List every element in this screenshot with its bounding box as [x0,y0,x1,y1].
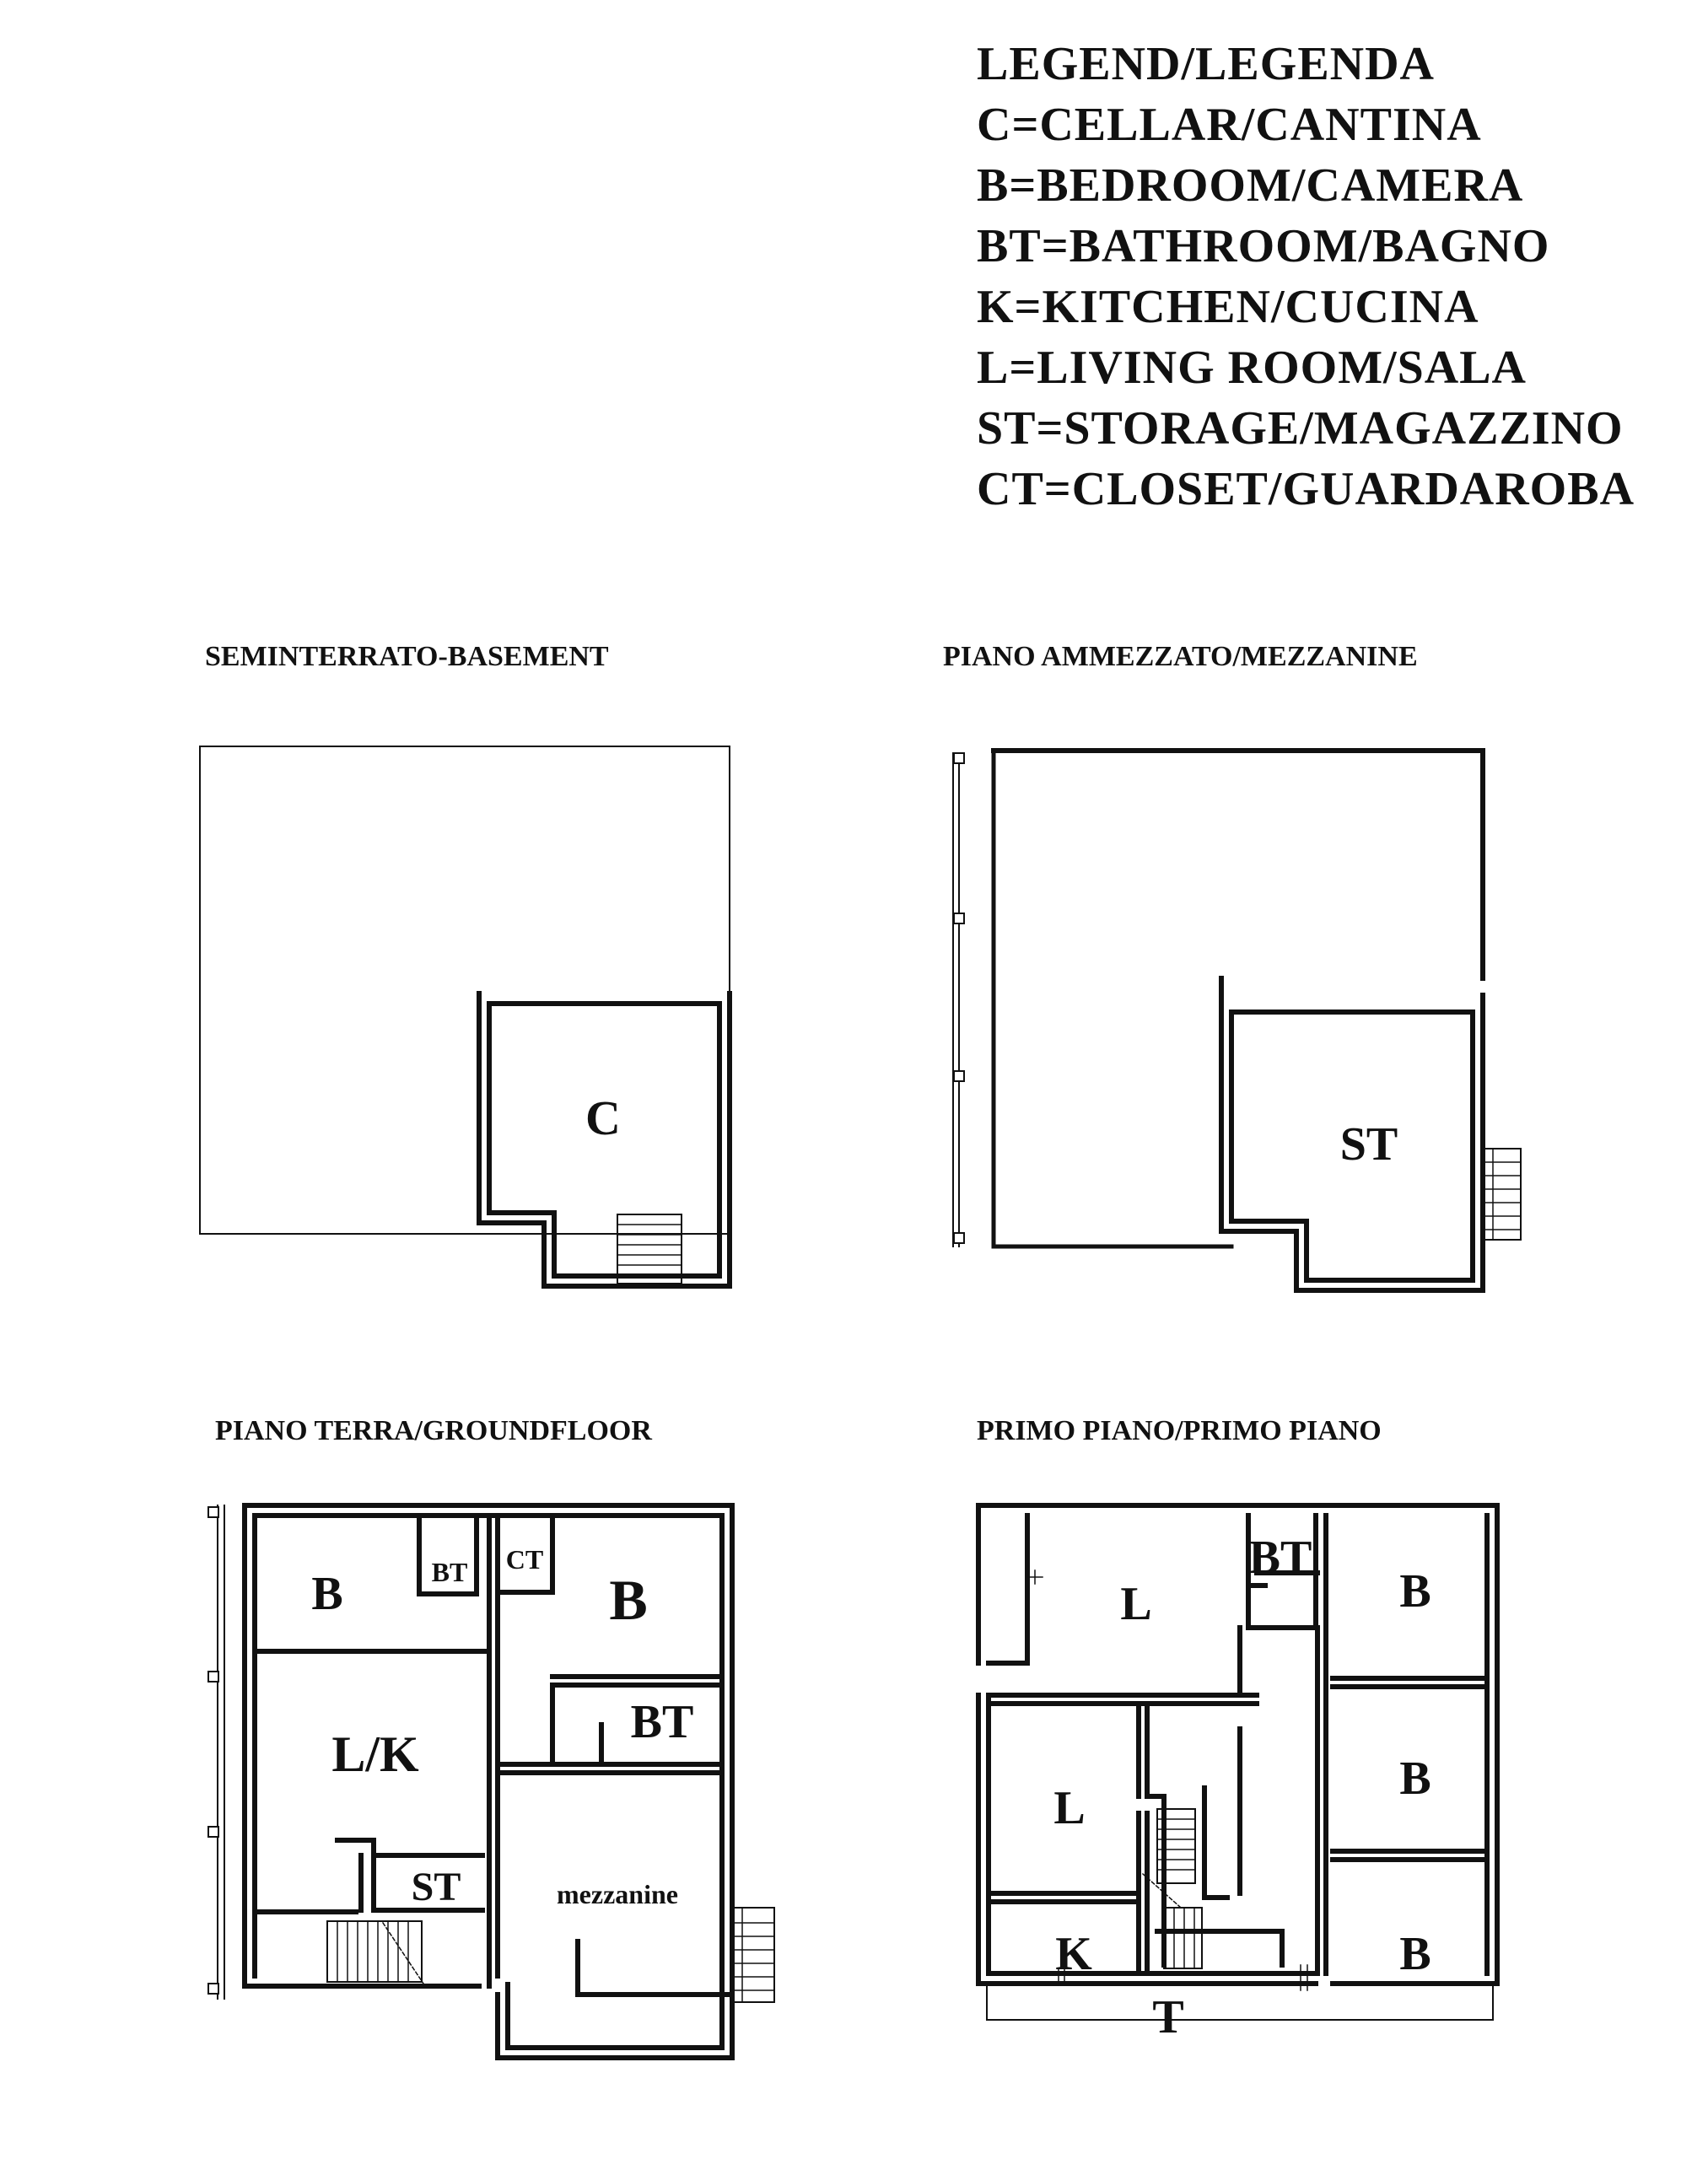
legend-item-bathroom: BT=BATHROOM/BAGNO [977,220,1550,272]
legend-item-storage: ST=STORAGE/MAGAZZINO [977,402,1624,455]
first-room-bedroom-1: B [1399,1565,1431,1618]
first-room-kitchen: K [1055,1928,1092,1980]
groundfloor-plan [208,1505,774,2058]
legend-item-kitchen: K=KITCHEN/CUCINA [977,281,1479,333]
first-room-living-top: L [1120,1578,1152,1630]
first-room-living-mid: L [1053,1782,1086,1834]
groundfloor-title: PIANO TERRA/GROUNDFLOOR [215,1415,652,1446]
basement-room-cellar: C [585,1090,621,1145]
ground-room-bedroom-right: B [609,1568,648,1632]
basement-title: SEMINTERRATO-BASEMENT [205,641,609,672]
first-room-bath: BT [1248,1532,1312,1584]
mezzanine-room-storage: ST [1339,1118,1398,1171]
ground-room-storage: ST [411,1865,461,1909]
ground-room-bath-right: BT [630,1696,694,1748]
ground-room-bath-small: BT [431,1557,468,1587]
legend-item-closet: CT=CLOSET/GUARDAROBA [977,463,1635,515]
first-room-bedroom-2: B [1399,1753,1431,1805]
ground-room-mezzanine: mezzanine [557,1879,678,1909]
legend-item-cellar: C=CELLAR/CANTINA [977,99,1482,151]
first-room-bedroom-3: B [1399,1928,1431,1980]
ground-room-closet: CT [505,1544,544,1575]
legend-item-living-room: L=LIVING ROOM/SALA [977,342,1527,394]
ground-room-living-kitchen: L/K [331,1726,419,1782]
firstfloor-title: PRIMO PIANO/PRIMO PIANO [977,1415,1382,1446]
first-room-terrace: T [1152,1991,1184,2043]
mezzanine-title: PIANO AMMEZZATO/MEZZANINE [943,641,1418,672]
basement-plan [200,746,730,1286]
ground-room-bedroom-left: B [311,1568,343,1620]
mezzanine-plan [953,751,1521,1290]
legend-item-bedroom: B=BEDROOM/CAMERA [977,159,1524,212]
legend-title: LEGEND/LEGENDA [977,38,1435,90]
